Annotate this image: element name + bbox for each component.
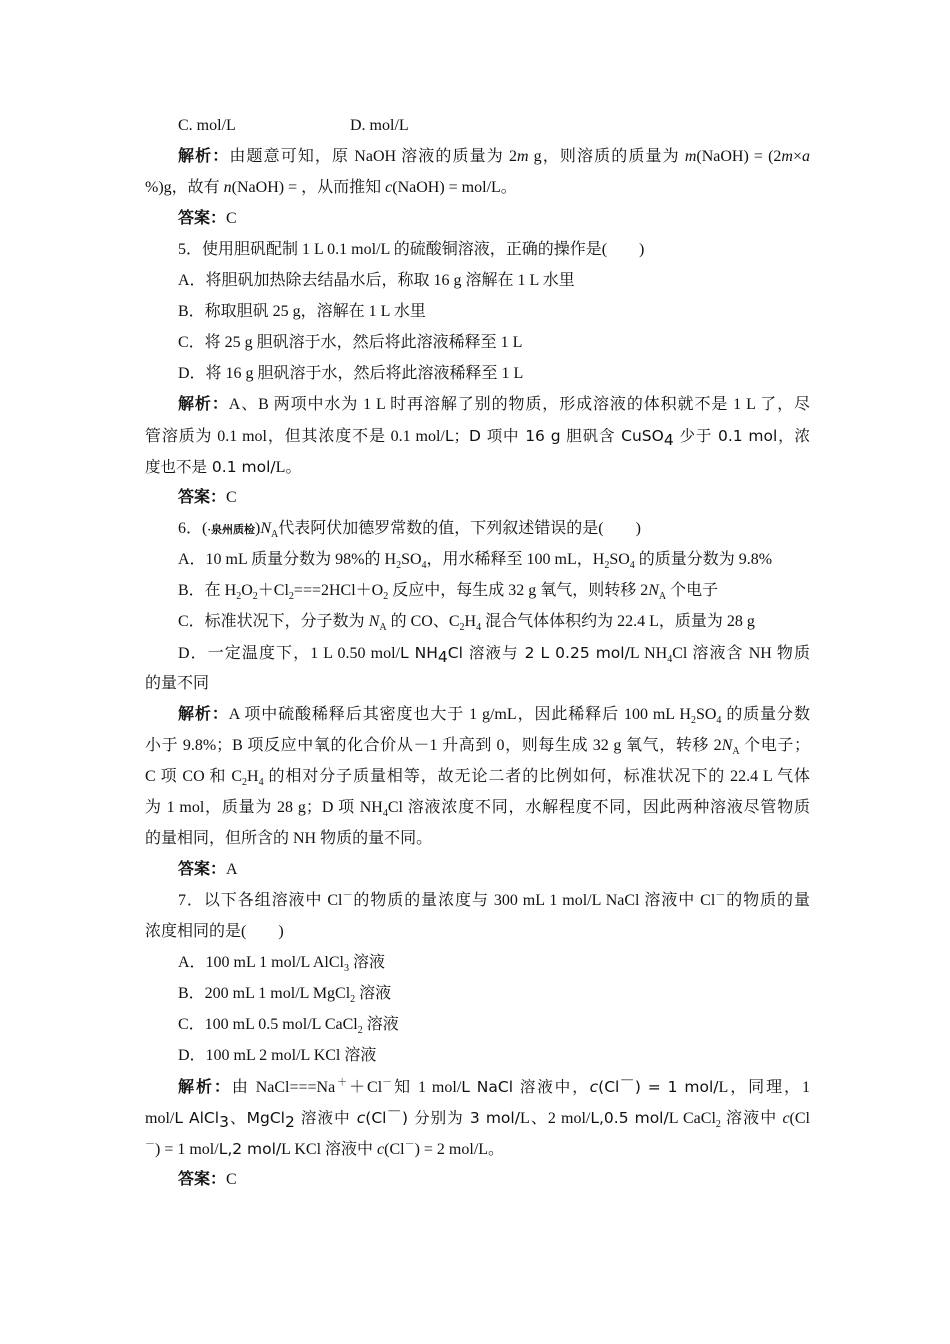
answer-label: 答案： xyxy=(178,489,227,506)
answer-value: C xyxy=(226,489,237,506)
analysis-label: 解析： xyxy=(178,706,229,723)
q7-option-b: B．200 mL 1 mol/L MgCl$_2$ 溶液 xyxy=(178,985,392,1006)
answer-label: 答案： xyxy=(178,861,227,878)
q7-option-d: D．100 mL 2 mol/L KCl 溶液 xyxy=(178,1047,377,1064)
q5-analysis-line-3: 度也不是 0.1 mol/L。 xyxy=(145,458,302,476)
q7-analysis-line-2: mol/L AlCl$_3$、MgCl$_2$ 溶液中 c(Cl－) 分别为 3 mol/L、2 mol/L,0.5 mol/L CaCl$_2$ 溶液中 c(Cl xyxy=(145,1108,810,1132)
answer-value: C xyxy=(226,1171,237,1188)
q7-stem-line-1: 7．以下各组溶液中 Cl－的物质的量浓度与 300 mL 1 mol/L NaCl 溶液中 Cl－的物质的量 xyxy=(178,891,810,909)
q6-analysis-line-5: 的量相同，但所含的 NH 物质的量不同。 xyxy=(145,830,433,847)
answer-value: A xyxy=(226,861,238,878)
analysis-label: 解析： xyxy=(178,396,229,413)
q6-analysis-line-2: 小于 9.8%；B 项反应中氧的化合价从－1 升高到 0，则每生成 32 g 氧气，转移 $2N_A$ 个电子； xyxy=(145,737,810,758)
q5-option-c: C．将 25 g 胆矾溶于水，然后将此溶液稀释至 1 L xyxy=(178,334,523,351)
q5-answer xyxy=(145,488,810,519)
q7-analysis-line-1: 解析：由 NaCl===Na＋＋Cl－知 1 mol/L NaCl 溶液中，c(Cl－) = 1 mol/L，同理，1 xyxy=(178,1077,810,1096)
q7-answer xyxy=(145,1170,810,1201)
q6-source: ·泉州质检 xyxy=(207,524,256,536)
q4-analysis-line-1: 解析：由题意可知，原 NaOH 溶液的质量为 2m g，则溶质的质量为 m(NaOH) = (2m×a xyxy=(178,148,810,165)
answer-value: C xyxy=(226,210,237,227)
q7-option-c: C．100 mL 0.5 mol/L CaCl$_2$ 溶液 xyxy=(178,1016,399,1037)
q6-analysis-line-1: 解析：A 项中硫酸稀释后其密度也大于 1 g/mL，因此稀释后 100 mL $H_2SO_4$ 的质量分数 xyxy=(178,706,810,727)
q6-stem: 6．(·泉州质检)$N_A$代表阿伏加德罗常数的值，下列叙述错误的是( ) xyxy=(178,520,641,541)
q4-analysis-line-2: %)g，故有 n(NaOH) = ，从而推知 c(NaOH) = mol/L。 xyxy=(145,179,517,196)
q5-option-a: A．将胆矾加热除去结晶水后，称取 16 g 溶解在 1 L 水里 xyxy=(178,272,575,289)
q7-analysis-line-3: －) = 1 mol/L,2 mol/L KCl 溶液中 c(Cl－) = 2 mol/L。 xyxy=(145,1139,505,1158)
q5-stem: 5．使用胆矾配制 1 L 0.1 mol/L 的硫酸铜溶液，正确的操作是( ) xyxy=(178,241,645,258)
q6-option-a: A．10 mL 质量分数为 98%的 $H_2SO_4$，用水稀释至 100 mL，$H_2SO_4$ 的质量分数为 9.8% xyxy=(178,551,773,572)
q7-option-a: A．100 mL 1 mol/L AlCl$_3$ 溶液 xyxy=(178,954,385,975)
q4-options-cd xyxy=(145,116,810,147)
q6-answer xyxy=(145,860,810,891)
document-page xyxy=(145,116,810,1201)
analysis-label: 解析： xyxy=(178,148,230,165)
q5-option-d: D．将 16 g 胆矾溶于水，然后将此溶液稀释至 1 L xyxy=(178,365,524,382)
q4-option-d: D. mol/L xyxy=(350,117,409,134)
q5-analysis-line-1: 解析：A、B 两项中水为 1 L 时再溶解了别的物质，形成溶液的体积就不是 1 L 了，尽 xyxy=(178,396,810,413)
q6-option-b: B．在 $H_2O_2+Cl_2===2HCl+O_2$ 反应中，每生成 32 g 氧气，则转移 $2N_A$ 个电子 xyxy=(178,582,719,603)
answer-label: 答案： xyxy=(178,1171,227,1188)
q6-analysis-line-4: 为 1 mol，质量为 28 g；D 项 $NH_4Cl$ 溶液浓度不同，水解程度不同，因此两种溶液尽管物质 xyxy=(145,799,810,820)
q6-option-d-line-1: D．一定温度下，1 L 0.50 mol/L $NH_4Cl$ 溶液与 2 L 0.25 mol/L $NH_4Cl$ 溶液含 NH 物质 xyxy=(178,644,810,667)
q4-option-c: C. mol/L xyxy=(178,117,236,134)
q5-option-b: B．称取胆矾 25 g，溶解在 1 L 水里 xyxy=(178,303,426,320)
answer-label: 答案： xyxy=(178,210,227,227)
q6-option-d-line-2: 的量不同 xyxy=(145,675,210,692)
q6-option-c: C．标准状况下，分子数为 $N_A$ 的 CO、$C_2H_4$ 混合气体体积约为 22.4 L，质量为 28 g xyxy=(178,613,755,634)
analysis-label: 解析： xyxy=(178,1079,232,1096)
q5-analysis-line-2: 管溶质为 0.1 mol，但其浓度不是 0.1 mol/L；D 项中 16 g 胆矾含 CuSO$_4$ 少于 0.1 mol，浓 xyxy=(145,427,810,450)
q7-stem-line-2: 浓度相同的是( ) xyxy=(145,923,284,940)
q6-analysis-line-3: C 项 CO 和 $C_2H_4$ 的相对分子质量相等，故无论二者的比例如何，标准状况下的 22.4 L 气体 xyxy=(145,768,810,789)
q4-answer xyxy=(145,209,810,240)
